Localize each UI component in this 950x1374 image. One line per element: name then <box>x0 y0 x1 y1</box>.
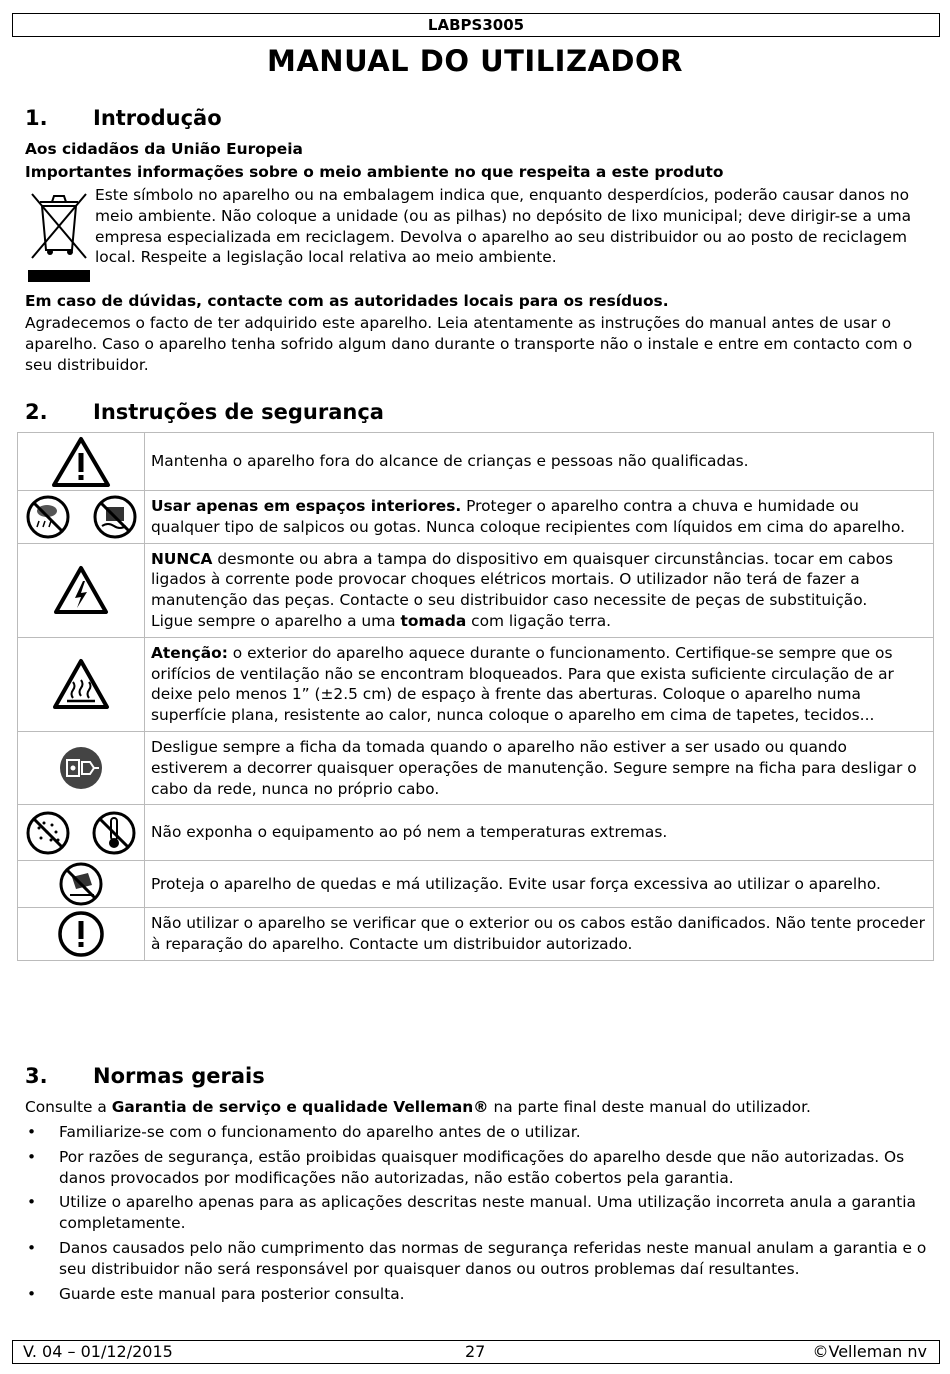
list-item: • Utilize o aparelho apenas para as aplicações descritas neste manual. Uma utilização incorreta anula a garantia completamente. <box>25 1192 930 1234</box>
weee-bin-icon <box>28 188 90 286</box>
page-title: MANUAL DO UTILIZADOR <box>267 44 683 78</box>
warning-icon <box>51 436 111 488</box>
no-water-icon <box>92 494 138 540</box>
eu-citizens-title: Aos cidadãos da União Europeia <box>25 140 303 158</box>
safety-text: Usar apenas em espaços interiores. Proteger o aparelho contra a chuva e humidade ou qualquer tipo de salpicos ou gotas. Nunca coloque recipientes com líquidos em cima do aparelho. <box>145 491 934 544</box>
safety-row <box>18 491 934 544</box>
safety-text: Não exponha o equipamento ao pó nem a temperaturas extremas. <box>145 805 934 861</box>
list-item: • Danos causados pelo não cumprimento das normas de segurança referidas neste manual anulam a garantia e o seu distribuidor não será responsável por quaisquer danos ou outros problemas daí resultantes. <box>25 1238 930 1280</box>
version-text: V. 04 – 01/12/2015 <box>23 1342 173 1361</box>
warranty-intro: Consulte a Garantia de serviço e qualidade Velleman® na parte final deste manual do utilizador. <box>25 1098 811 1116</box>
hot-surface-icon <box>52 658 110 710</box>
safety-table <box>17 432 934 961</box>
thanks-text: Agradecemos o facto de ter adquirido este aparelho. Leia atentamente as instruções do manual antes de usar o aparelho. Caso o aparelho tenha sofrido algum dano durante o transporte não o instale e entre em contacto com o seu distribuidor. <box>25 314 913 374</box>
safety-text: Atenção: o exterior do aparelho aquece durante o funcionamento. Certifique-se sempre que os orifícios de ventilação não se encontram bloqueados. Para que exista suficiente circulação de ar deixe pelo menos 1” (±2.5 cm) de espaço à frente das aberturas. Coloque o aparelho numa superfície plana, resistente ao calor, nunca coloque o aparelho em cima de tapetes, tecidos... <box>145 637 934 731</box>
safety-text: Desligue sempre a ficha da tomada quando o aparelho não estiver a ser usado ou quando estiverem a decorrer quaisquer operações de manutenção. Segure sempre na ficha para desligar o cabo da rede, nunca no próprio cabo. <box>145 731 934 804</box>
list-item: • Guarde este manual para posterior consulta. <box>25 1284 930 1305</box>
section-3-heading: 3. Normas gerais <box>25 1064 265 1088</box>
model-number: LABPS3005 <box>427 16 525 34</box>
section-2-heading: 2. Instruções de segurança <box>25 400 384 424</box>
safety-row <box>18 805 934 861</box>
caution-icon <box>57 910 105 958</box>
weee-text: Este símbolo no aparelho ou na embalagem indica que, enquanto desperdícios, poderão causar danos no meio ambiente. Não coloque a unidade (ou as pilhas) no depósito de lixo municipal; deve dirigir-se a uma empresa especializada em reciclagem. Devolva o aparelho ao seu distribuidor ou ao posto de reciclagem local. Respeite a legislação local relativa ao meio ambiente. <box>95 186 912 267</box>
no-rain-icon <box>25 494 71 540</box>
unplug-icon <box>58 745 104 791</box>
general-rules-list <box>25 1122 930 1308</box>
safety-text: NUNCA desmonte ou abra a tampa do dispositivo em quaisquer circunstâncias. tocar em cabos ligados à corrente pode provocar choques elétricos mortais. O utilizador não terá de fazer a manutenção das peças. Contacte o seu distribuidor caso necessite de peças de substituição. Ligue sempre o aparelho a uma tomada com ligação terra. <box>145 543 934 637</box>
safety-text: Não utilizar o aparelho se verificar que o exterior ou os cabos estão danificados. Não tente proceder à reparação do aparelho. Contacte um distribuidor autorizado. <box>145 908 934 961</box>
no-drop-icon <box>58 861 104 907</box>
copyright-text: ©Velleman nv <box>812 1342 927 1361</box>
no-dust-icon <box>25 810 71 856</box>
no-temperature-icon <box>91 810 137 856</box>
safety-text: Proteja o aparelho de quedas e má utilização. Evite usar força excessiva ao utilizar o aparelho. <box>145 861 934 908</box>
dust-temperature-icon <box>18 810 144 856</box>
list-item: • Familiarize-se com o funcionamento do aparelho antes de o utilizar. <box>25 1122 930 1143</box>
safety-row <box>18 861 934 908</box>
page-footer <box>12 1340 940 1364</box>
page-number: 27 <box>465 1342 486 1361</box>
page-header <box>12 13 940 37</box>
safety-row <box>18 637 934 731</box>
list-item: • Por razões de segurança, estão proibidas quaisquer modificações do aparelho desde que não autorizadas. Os danos provocados por modificações não autorizadas, não estão cobertos pela garantia. <box>25 1147 930 1189</box>
safety-row <box>18 543 934 637</box>
safety-row <box>18 731 934 804</box>
section-1-heading: 1. Introdução <box>25 106 222 130</box>
indoor-only-icon <box>18 494 144 540</box>
safety-row <box>18 908 934 961</box>
safety-text: Mantenha o aparelho fora do alcance de crianças e pessoas não qualificadas. <box>145 433 934 491</box>
environment-title: Importantes informações sobre o meio ambiente no que respeita a este produto <box>25 163 724 181</box>
electric-shock-icon <box>53 565 109 615</box>
safety-row <box>18 433 934 491</box>
doubts-text: Em caso de dúvidas, contacte com as autoridades locais para os resíduos. <box>25 292 669 310</box>
